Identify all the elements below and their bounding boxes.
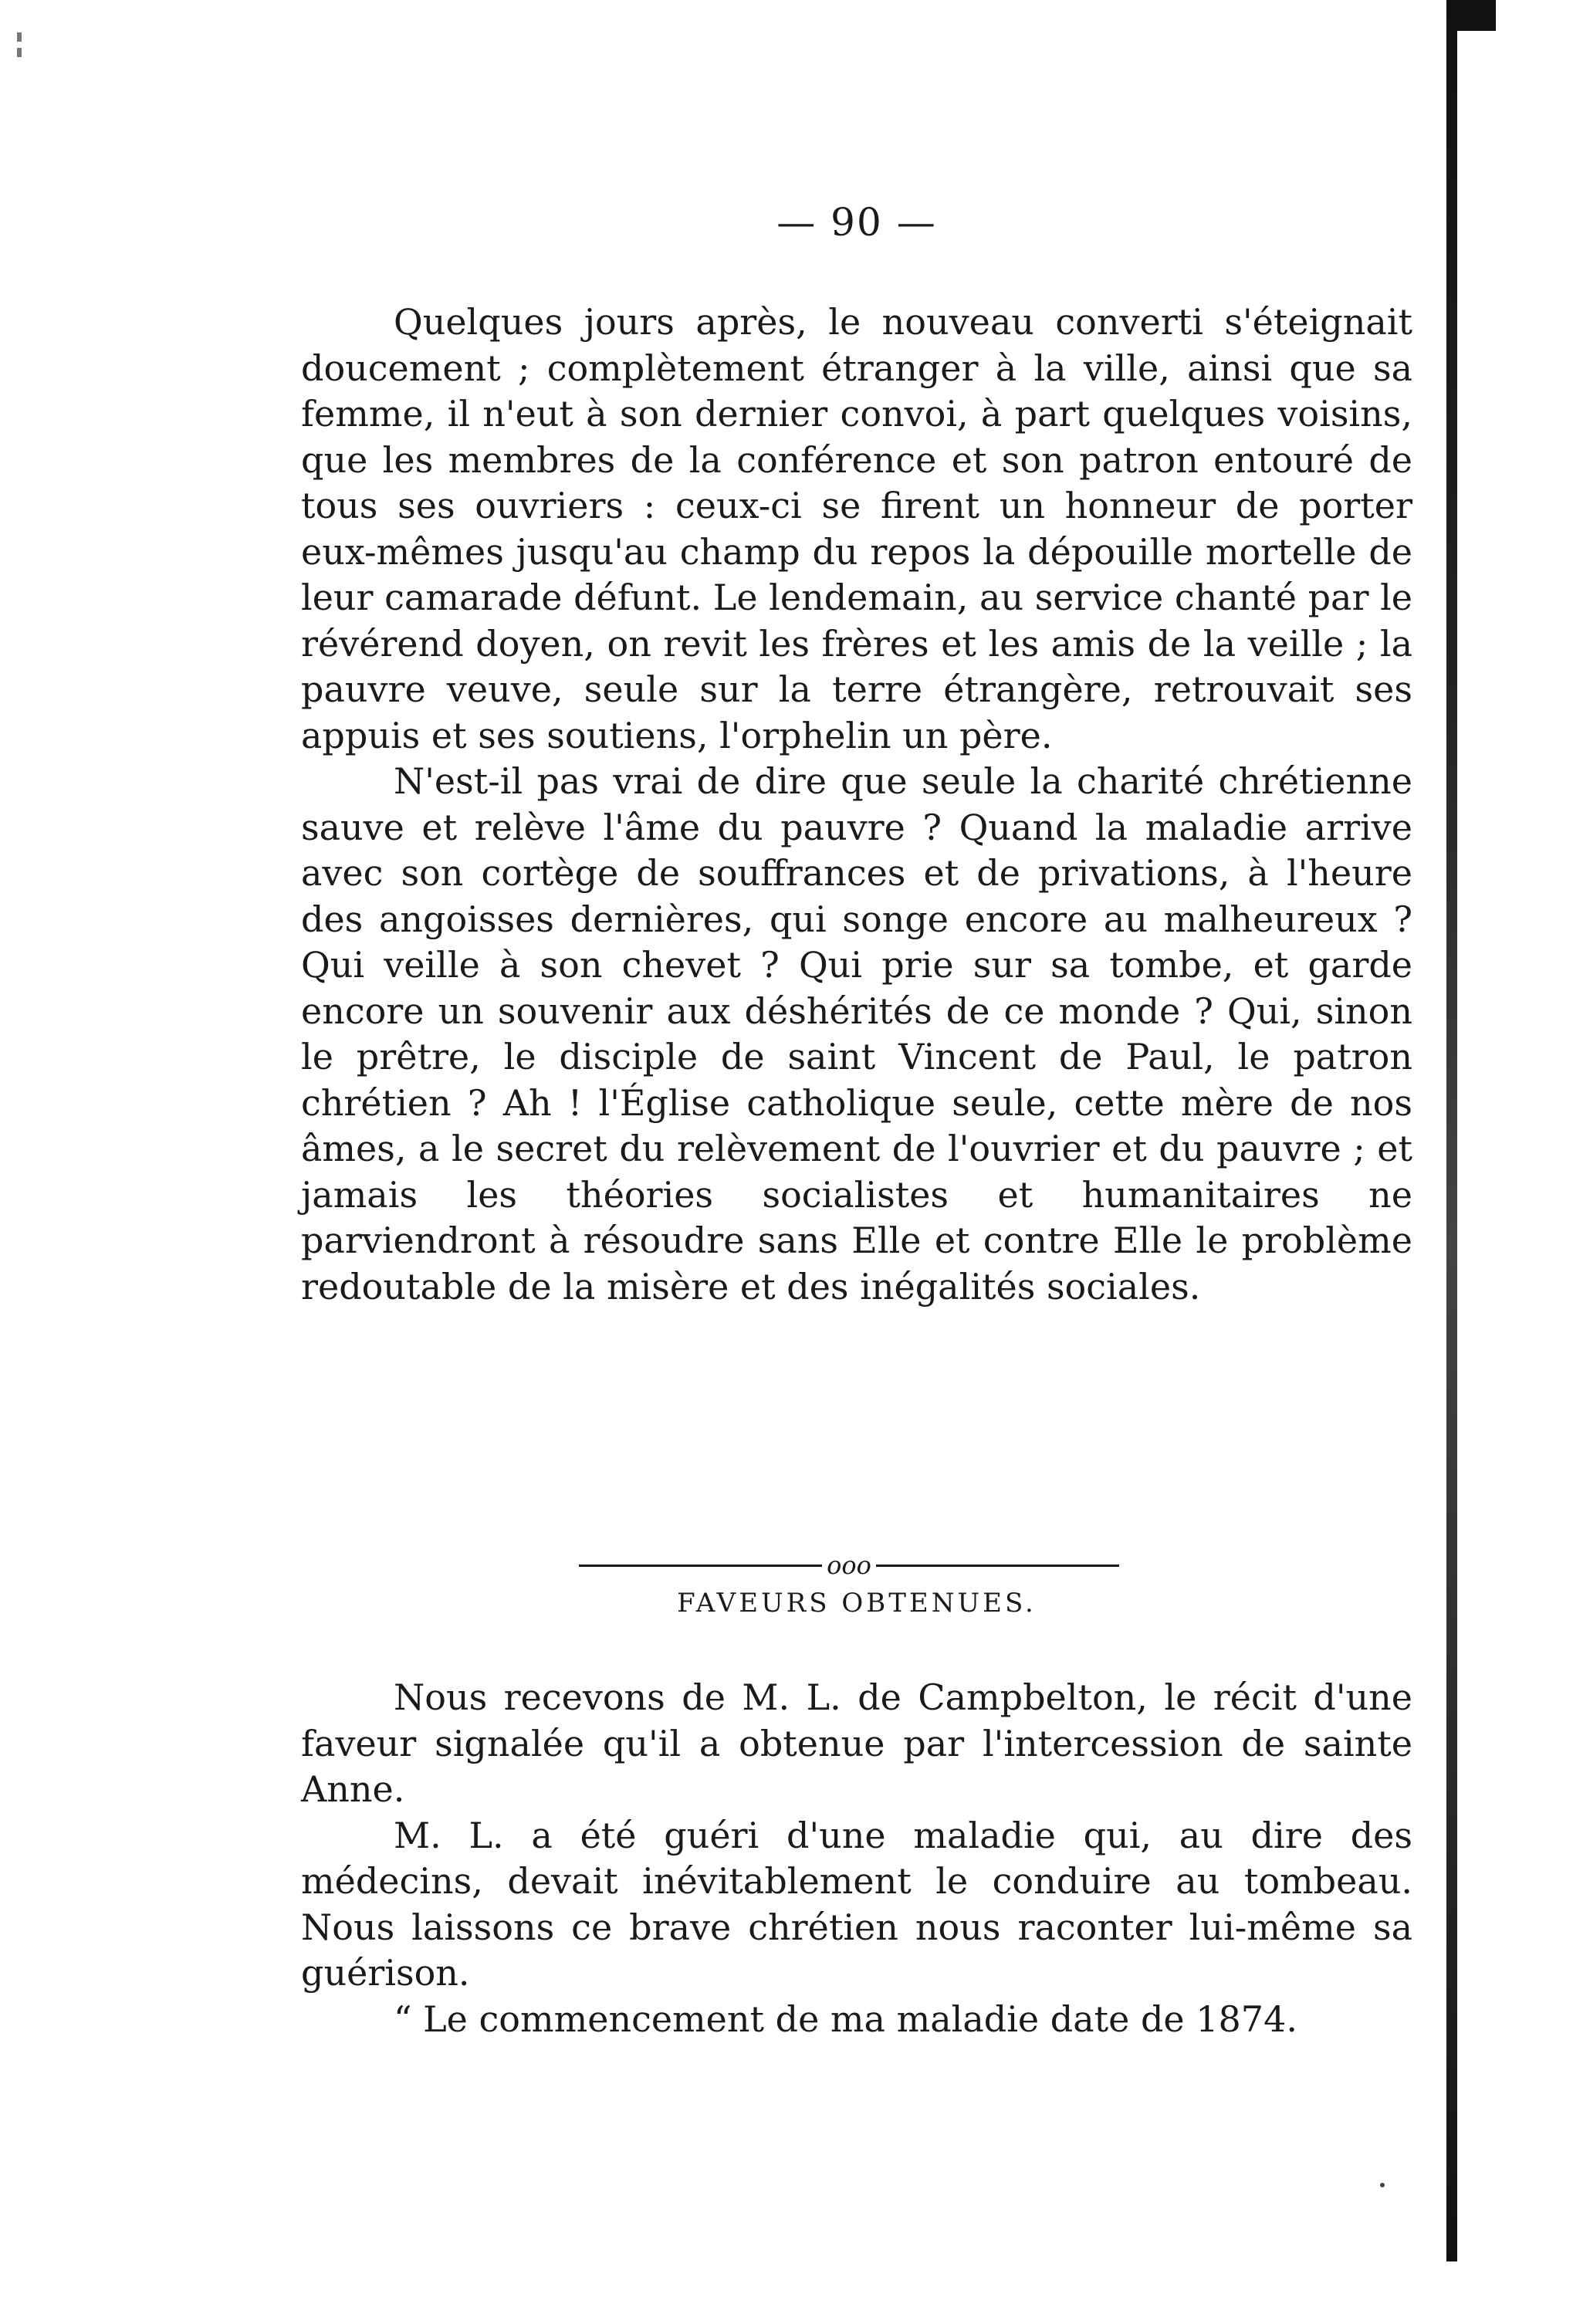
separator-ornament: ooo [827, 1551, 871, 1580]
section-heading: FAVEURS OBTENUES. [677, 1588, 1037, 1619]
binding-corner [1450, 0, 1496, 31]
separator-rule-right [876, 1565, 1119, 1567]
page-number: — 90 — [776, 200, 937, 245]
paragraph: M. L. a été guéri d'une maladie qui, au dire des médecins, devait inévitablement le conduire au tombeau. Nous laissons ce brave chrétien nous raconter lui-même sa guérison. [301, 1814, 1412, 1994]
margin-speck [17, 32, 22, 42]
book-page [301, 0, 1412, 2324]
paragraph: Nous recevons de M. L. de Campbelton, le récit d'une faveur signalée qu'il a obtenue par l'intercession de sainte Anne. [301, 1676, 1412, 1810]
separator-rule-left [579, 1565, 822, 1567]
body-text-1 [301, 299, 1412, 1310]
margin-speck [17, 48, 22, 57]
paragraph: “ Le commencement de ma maladie date de 1874. [394, 1998, 1297, 2040]
paragraph: Quelques jours après, le nouveau converti s'éteignait doucement ; complètement étranger à la ville, ainsi que sa femme, il n'eut à son dernier convoi, à part quelques voisins, que les membres de la conférence et son patron entouré de tous ses ouvriers : ceux-ci se firent un honneur de porter eux-mêmes jusqu'au champ du repos la dépouille mortelle de leur camarade défunt. Le lendemain, au service chanté par le révérend doyen, on revit les frères et les amis de la veille ; la pauvre veuve, seule sur la terre étrangère, retrouvait ses appuis et ses soutiens, l'orphelin un père. [301, 301, 1413, 756]
body-text-2 [301, 1675, 1412, 2042]
ink-speck [1380, 2183, 1385, 2187]
paragraph: N'est-il pas vrai de dire que seule la charité chrétienne sauve et relève l'âme du pauvre ? Quand la maladie arrive avec son cortège de souffrances et de privations, à l'heure des angoisses dernières, qui songe encore au malheureux ? Qui veille à son chevet ? Qui prie sur sa tombe, et garde encore un souvenir aux déshérités de ce monde ? Qui, sinon le prêtre, le disciple de saint Vincent de Paul, le patron chrétien ? Ah ! l'Église catholique seule, cette mère de nos âmes, a le secret du relèvement de l'ouvrier et du pauvre ; et jamais les théories socialistes et humanitaires ne parviendront à résoudre sans Elle et contre Elle le problème redoutable de la misère et des inégalités sociales. [301, 760, 1412, 1307]
page-binding-edge [1446, 0, 1457, 2261]
section-separator [579, 1550, 1119, 1581]
